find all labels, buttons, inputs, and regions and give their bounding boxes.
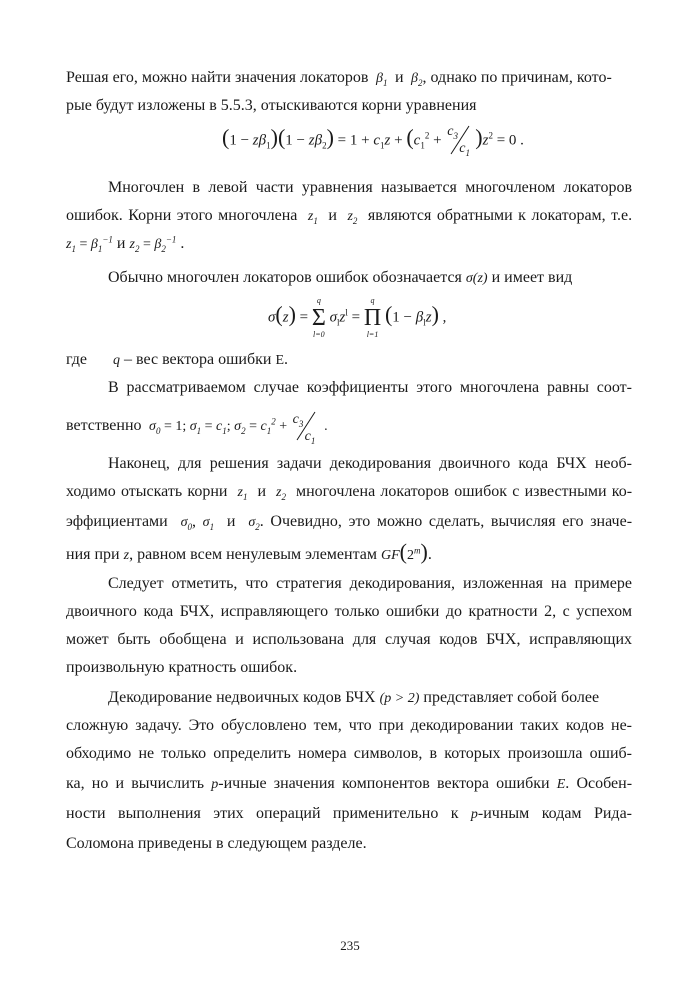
text-line: рые будут изложены в 5.5.3, отыскиваются корни уравнения: [66, 97, 477, 114]
text-line: ности выполнения этих операций применительно к p-ичным кодам Рида-: [66, 805, 632, 822]
text-line: Обычно многочлен локаторов ошибок обозначается σ(z) и имеет вид: [108, 269, 573, 286]
inverse-relation-2: $z_2 = \beta_2^{-1}$: [129, 234, 177, 254]
equation-locator-roots: $(1 - z\beta_1)(1 - z\beta_2) = 1 + c_1z + (c_1^2$ + $c_3$ $c_1$ )$z^2 = 0$ .: [222, 124, 524, 158]
text-line: ка, но и вычислить p-ичные значения компонентов вектора ошибки E. Особен-: [66, 775, 633, 792]
beta-1: $\beta_1$: [372, 71, 388, 88]
text-line: ходимо отыскать корни $z_1$ и $z_2$ многочлена локаторов ошибок с известными ко-: [66, 483, 633, 502]
fraction-c3-c1: $c_3$ $c_1$: [291, 410, 321, 444]
text-line: произвольную кратность ошибок.: [66, 659, 298, 676]
galois-field: GF(2$^m$): [381, 539, 428, 564]
text-line: эффициентами $\sigma_0$, $\sigma_1$ и $\sigma_2$. Очевидно, это можно сделать, вычисляя его значе-: [66, 513, 633, 532]
fraction-c3-c1: $c_3$ $c_1$: [445, 124, 475, 158]
beta-2: $\beta_2$: [407, 71, 423, 88]
text-line: может быть обобщена и использована для случая кодов БЧХ, исправляющих: [66, 631, 632, 648]
text-line: Наконец, для решения задачи декодирования двоичного кода БЧХ необ-: [108, 455, 632, 472]
text-line: где q – вес вектора ошибки E.: [66, 351, 289, 368]
text-line: Следует отметить, что стратегия декодирования, изложенная на примере: [108, 575, 632, 592]
equation-sigma-polynomial: σ(z) = q Σ l=0 $\sigma_lz^l$ = q Π l=1 $(1 - \beta_lz)$ ,: [268, 296, 447, 339]
text-line: Декодирование недвоичных кодов БЧХ (p > 2) представляет собой более: [108, 689, 600, 706]
text-line: сложную задачу. Это обусловлено тем, что при декодировании таких кодов не-: [66, 717, 632, 734]
text-line: двоичного кода БЧХ, исправляющего только ошибки до кратности 2, с успехом: [66, 603, 632, 620]
text-line: ошибок. Корни этого многочлена $z_1$ и $z_2$ являются обратными к локаторам, т.е.: [66, 207, 633, 226]
text-line: Многочлен в левой части уравнения называется многочленом локаторов: [108, 179, 632, 196]
product-symbol: q Π l=1: [363, 296, 382, 339]
text-line: ния при z, равном всем ненулевым элементам GF(2$^m$).: [66, 539, 432, 564]
text-line: $z_1 = \beta_1^{-1}$ и $z_2 = \beta_2^{-1}$ .: [66, 234, 185, 254]
page-number: 235: [340, 938, 360, 953]
text-line: ветственно $\sigma_0 = 1$; $\sigma_1 = c_1$; $\sigma_2 = c_1^2$ + $c_3$ $c_1$ .: [66, 412, 328, 446]
p-greater-2: (p > 2): [379, 691, 420, 706]
sigma-coefficients: $\sigma_0 = 1$; $\sigma_1 = c_1$; $\sigma_2 = c_1^2$ + $c_3$ $c_1$ .: [145, 412, 328, 446]
text-line: обходимо не только определить номера символов, в которых произошла ошиб-: [66, 745, 632, 762]
inverse-relation-1: $z_1 = \beta_1^{-1}$: [66, 234, 113, 254]
text-line: В рассматриваемом случае коэффициенты этого многочлена равны соот-: [108, 379, 632, 396]
text-line: Соломона приведены в следующем разделе.: [66, 835, 367, 852]
sum-symbol: q Σ l=0: [311, 296, 326, 339]
text-line: Решая его, можно найти значения локаторов $\beta_1$ и $\beta_2$, однако по причинам, кото-: [66, 69, 612, 88]
